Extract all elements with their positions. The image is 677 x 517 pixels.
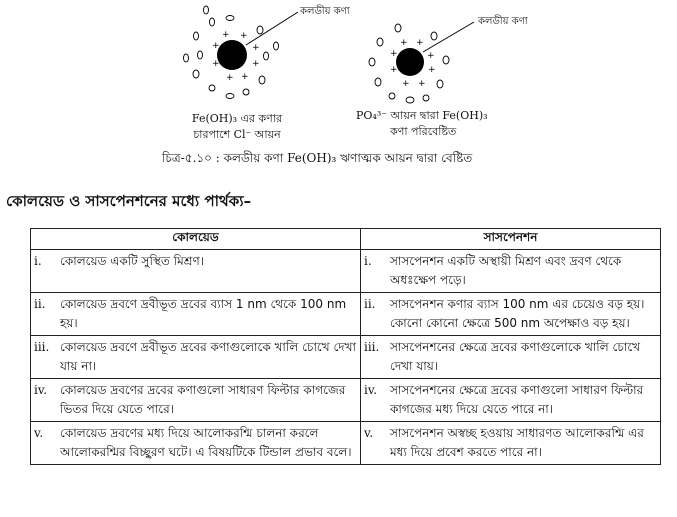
section-title: কোলয়েড ও সাসপেনশনের মধ্যে পার্থক্য– <box>6 192 252 210</box>
row-number: iv. <box>364 383 378 397</box>
svg-text:+: + <box>212 59 220 69</box>
svg-text:+: + <box>427 51 435 61</box>
svg-text:+: + <box>241 72 249 82</box>
suspension-text: সাসপেনশন কণার ব্যাস 100 nm এর চেয়েও বড় হয়। কোনো কোনো ক্ষেত্রে 500 nm অপেক্ষাও বড় হয়। <box>390 297 645 330</box>
table-cell <box>361 250 661 293</box>
suspension-text: সাসপেনশনের ক্ষেত্রে দ্রবের কণাগুলো সাধারণ ফিল্টার কাগজের মধ্য দিয়ে যেতে পারে না। <box>390 383 644 416</box>
svg-text:+: + <box>428 65 436 75</box>
svg-text:+: + <box>390 49 398 59</box>
svg-text:+: + <box>400 38 408 48</box>
table-cell <box>31 422 361 465</box>
colloid-text: কোলয়েড একটি সুস্থিত মিশ্রণ। <box>60 254 205 268</box>
right-caption-line2: কণা পরিবেষ্টিত <box>390 125 457 138</box>
svg-text:+: + <box>402 79 410 89</box>
table-cell <box>31 379 361 422</box>
svg-text:+: + <box>222 30 230 40</box>
row-number: i. <box>34 254 42 268</box>
left-caption <box>172 111 302 143</box>
table-row <box>31 336 661 379</box>
colloid-text: কোলয়েড দ্রবণের মধ্য দিয়ে আলোকরশ্মি চালনা করলে আলোকরশ্মির বিচ্ছুরণ ঘটে। এ বিষয়টিকে টিন্ডাল প্রভাব বলে। <box>60 426 352 459</box>
left-colloid-particle <box>184 6 299 99</box>
colloid-figure <box>0 0 677 180</box>
svg-text:+: + <box>240 31 248 41</box>
row-number: i. <box>364 254 372 268</box>
left-particle-label: কলডীয় কণা <box>300 6 350 17</box>
table-cell <box>31 293 361 336</box>
right-caption-line1: PO₄³⁻ আয়ন দ্বারা Fe(OH)₃ <box>356 109 488 122</box>
colloid-diagram <box>0 0 677 150</box>
svg-text:+: + <box>252 43 260 53</box>
svg-text:+: + <box>212 41 220 51</box>
row-number: iii. <box>34 340 50 354</box>
table-header-row <box>31 229 661 250</box>
right-caption <box>356 108 496 140</box>
table-cell <box>31 250 361 293</box>
table-cell <box>361 336 661 379</box>
comparison-table <box>30 228 661 465</box>
svg-text:+: + <box>226 73 234 83</box>
suspension-text: সাসপেনশনের ক্ষেত্রে দ্রবের কণাগুলোকে খালি চোখে দেখা যায়। <box>390 340 641 373</box>
table-cell <box>361 422 661 465</box>
header-suspension: সাসপেনশন <box>361 229 661 250</box>
row-number: ii. <box>34 297 46 311</box>
row-number: v. <box>34 426 44 440</box>
row-number: ii. <box>364 297 376 311</box>
svg-text:+: + <box>416 38 424 48</box>
table-cell <box>361 293 661 336</box>
right-particle-label: কলডীয় কণা <box>478 16 528 27</box>
colloid-text: কোলয়েড দ্রবণে দ্রবীভূত দ্রবের কণাগুলোকে খালি চোখে দেখা যায় না। <box>60 340 356 373</box>
table-row <box>31 293 661 336</box>
table-cell <box>31 336 361 379</box>
table-row <box>31 250 661 293</box>
table-row <box>31 422 661 465</box>
right-colloid-particle <box>369 22 474 103</box>
left-caption-line1: Fe(OH)₃ এর কণার <box>191 112 283 125</box>
suspension-text: সাসপেনশন একটি অস্থায়ী মিশ্রণ এবং দ্রবণ থেকে অধঃক্ষেপ পড়ে। <box>390 254 622 287</box>
left-caption-line2: চারপাশে Cl⁻ আয়ন <box>193 128 281 141</box>
colloid-text: কোলয়েড দ্রবণে দ্রবীভূত দ্রবের ব্যাস 1 nm থেকে 100 nm হয়। <box>60 297 347 330</box>
row-number: iv. <box>34 383 48 397</box>
svg-text:+: + <box>418 79 426 89</box>
svg-text:+: + <box>390 65 398 75</box>
header-colloid: কোলয়েড <box>31 229 361 250</box>
row-number: iii. <box>364 340 380 354</box>
colloid-text: কোলয়েড দ্রবণের দ্রবের কণাগুলো সাধারণ ফিল্টার কাগজের ভিতর দিয়ে যেতে পারে। <box>60 383 346 416</box>
table-row <box>31 379 661 422</box>
svg-text:+: + <box>252 59 260 69</box>
row-number: v. <box>364 426 374 440</box>
suspension-text: সাসপেনশন অস্বচ্ছ হওয়ায় সাধারণত আলোকরশ্মি এর মধ্য দিয়ে প্রবেশ করতে পারে না। <box>390 426 644 459</box>
figure-caption: চিত্র-৫.১০ : কলডীয় কণা Fe(OH)₃ ঋণাত্মক আয়ন দ্বারা বেষ্টিত <box>162 151 473 165</box>
table-cell <box>361 379 661 422</box>
